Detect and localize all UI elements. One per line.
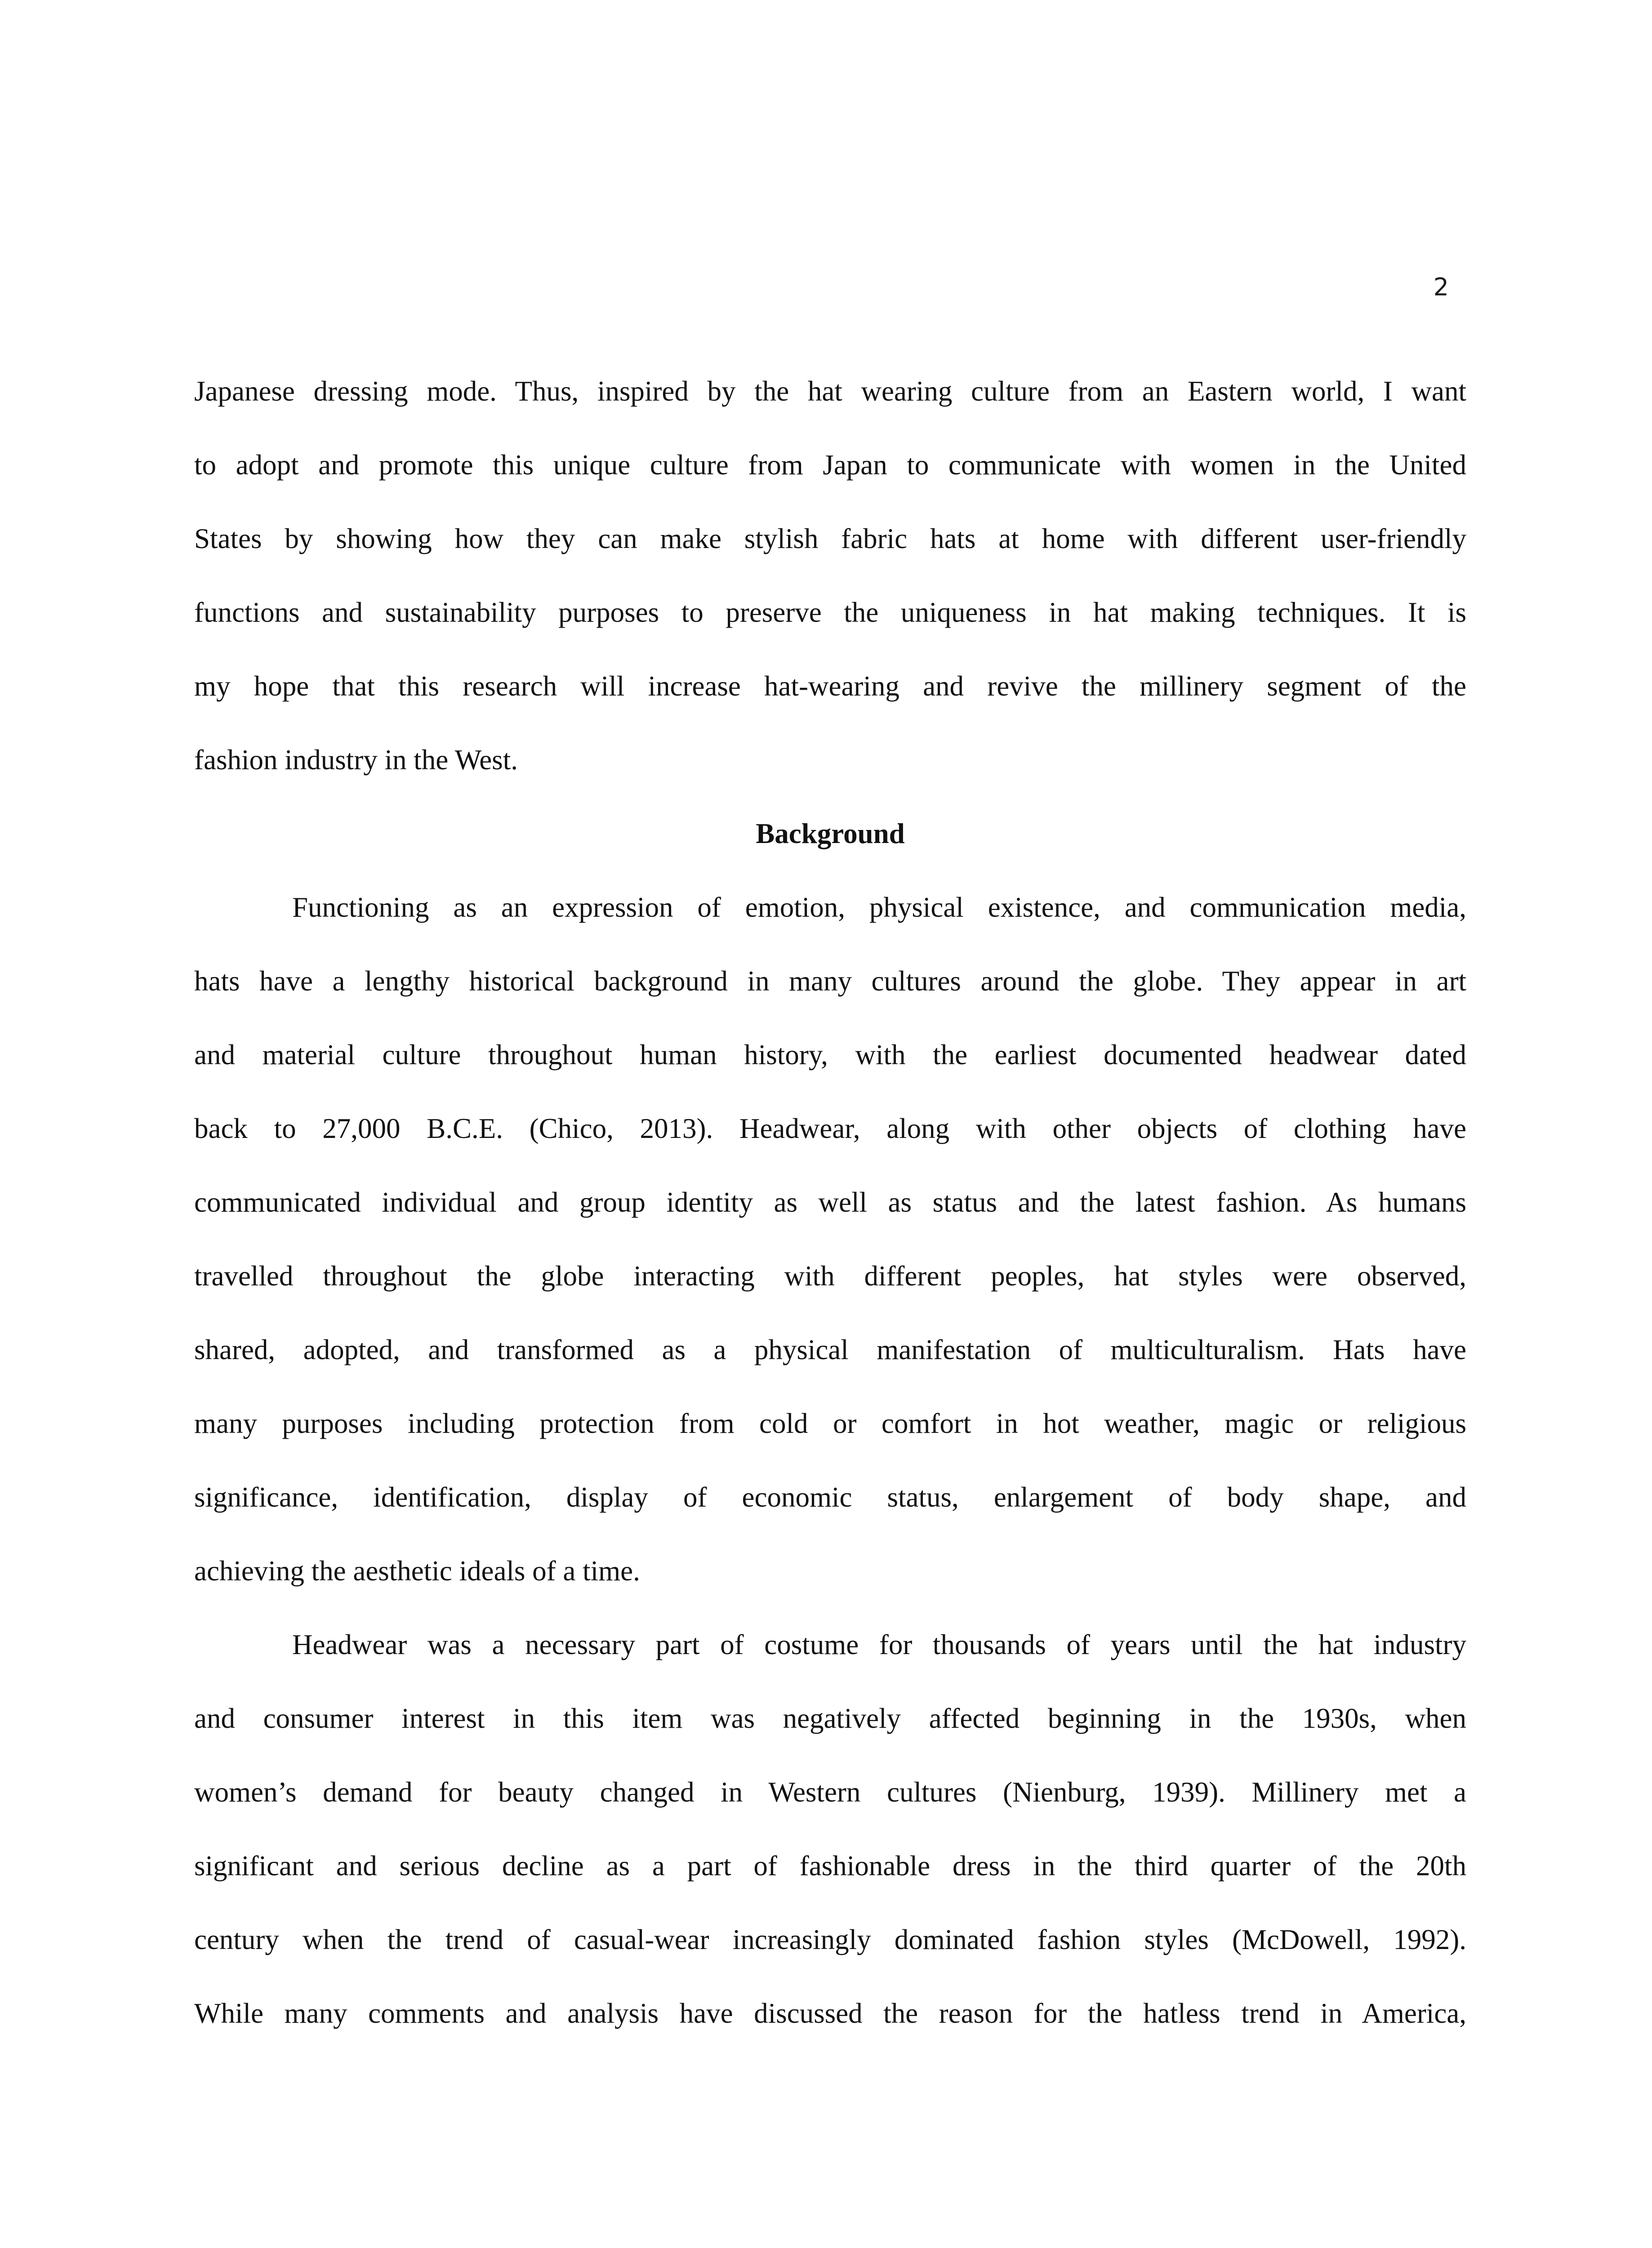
- intro-line: States by showing how they can make stylish fabric hats at home with different user-friendly: [194, 523, 1466, 554]
- paragraph-line: shared, adopted, and transformed as a physical manifestation of multiculturalism. Hats have: [194, 1334, 1466, 1365]
- paragraph-line: travelled throughout the globe interacting with different peoples, hat styles were observed,: [194, 1260, 1466, 1292]
- intro-line: fashion industry in the West.: [194, 744, 518, 776]
- paragraph-line: communicated individual and group identity as well as status and the latest fashion. As humans: [194, 1186, 1466, 1218]
- paragraph-line: significance, identification, display of economic status, enlargement of body shape, and: [194, 1481, 1466, 1513]
- paragraph-line: and consumer interest in this item was negatively affected beginning in the 1930s, when: [194, 1703, 1466, 1734]
- page-number: 2: [1433, 273, 1449, 301]
- paragraph-line: century when the trend of casual-wear increasingly dominated fashion styles (McDowell, 1992).: [194, 1924, 1466, 1955]
- paragraph-line: back to 27,000 B.C.E. (Chico, 2013). Headwear, along with other objects of clothing have: [194, 1113, 1466, 1144]
- paragraph-line: many purposes including protection from cold or comfort in hot weather, magic or religious: [194, 1408, 1466, 1439]
- paragraph-line: hats have a lengthy historical background in many cultures around the globe. They appear in art: [194, 965, 1466, 997]
- intro-line: to adopt and promote this unique culture from Japan to communicate with women in the United: [194, 449, 1466, 481]
- paragraph-line: While many comments and analysis have discussed the reason for the hatless trend in America,: [194, 1998, 1466, 2029]
- intro-line: Japanese dressing mode. Thus, inspired by the hat wearing culture from an Eastern world, I want: [194, 375, 1466, 407]
- paragraph-line: Functioning as an expression of emotion, physical existence, and communication media,: [292, 892, 1466, 923]
- intro-paragraph: [194, 354, 1466, 797]
- paragraph-line: Headwear was a necessary part of costume for thousands of years until the hat industry: [292, 1629, 1466, 1660]
- paragraph-line: women’s demand for beauty changed in Western cultures (Nienburg, 1939). Millinery met a: [194, 1776, 1466, 1808]
- section-heading-background: Background: [756, 818, 905, 849]
- intro-line: my hope that this research will increase hat-wearing and revive the millinery segment of the: [194, 670, 1466, 702]
- paragraph-line: and material culture throughout human history, with the earliest documented headwear dated: [194, 1039, 1466, 1070]
- paragraph-line: significant and serious decline as a part of fashionable dress in the third quarter of the 20th: [194, 1850, 1466, 1882]
- paragraph-line: achieving the aesthetic ideals of a time.: [194, 1555, 640, 1587]
- intro-line: functions and sustainability purposes to preserve the uniqueness in hat making techniques. It is: [194, 597, 1466, 628]
- background-paragraph-1: [194, 870, 1466, 1608]
- document-body: [194, 354, 1466, 2050]
- background-paragraph-2: [194, 1608, 1466, 2050]
